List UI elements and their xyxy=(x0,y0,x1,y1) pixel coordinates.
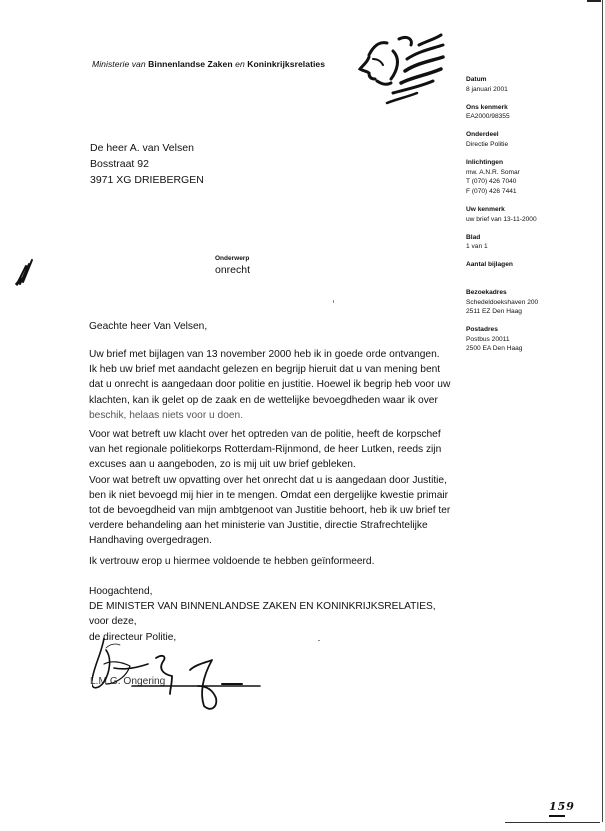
metadata-value: 8 januari 2001 xyxy=(466,85,508,93)
paragraph-line: beschik, helaas niets voor u doen. xyxy=(89,409,244,421)
scan-speck xyxy=(333,300,334,303)
closing-block xyxy=(89,584,469,645)
page-stamp-underline xyxy=(549,815,565,817)
metadata-attachments xyxy=(466,260,601,270)
subject-value: onrecht xyxy=(215,264,251,276)
metadata-value: 1 van 1 xyxy=(466,243,488,251)
metadata-visiting-address xyxy=(466,288,601,317)
ministry-name-part3: en xyxy=(235,59,245,69)
recipient-address xyxy=(90,140,204,188)
paragraph-informed: Ik vertrouw erop u hiermee voldoende te hebben geïnformeerd. xyxy=(89,556,375,567)
metadata-label: Ons kenmerk xyxy=(466,103,508,111)
salutation: Geachte heer Van Velsen, xyxy=(89,321,208,332)
paragraph-line: excuses aan u aangeboden, zo is mij uit uw brief gebleken. xyxy=(89,459,356,471)
lion-emblem-icon xyxy=(357,33,447,105)
metadata-phone: T (070) 426 7040 xyxy=(466,178,517,186)
metadata-page xyxy=(466,233,601,252)
scan-speck xyxy=(318,640,320,641)
subject-block xyxy=(215,254,250,277)
paragraph-line: dat u onrecht is aangedaan door politie en justitie. Hoewel ik begrip heb voor uw xyxy=(89,379,451,391)
metadata-department xyxy=(466,130,601,149)
metadata-value: uw brief van 13-11-2000 xyxy=(466,215,537,223)
metadata-label: Datum xyxy=(466,76,487,83)
paragraph-line: Voor wat betreft uw opvatting over het onrecht dat u is aangedaan door Justitie, xyxy=(89,474,447,486)
paragraph-line: van het regionale politiekorps Rotterdam-Rijnmond, de heer Lutken, reeds zijn xyxy=(89,444,442,456)
closing-line: Hoogachtend, xyxy=(89,586,153,597)
paragraph-received xyxy=(89,347,469,423)
paragraph-complaint xyxy=(89,427,469,549)
metadata-value: 2500 EA Den Haag xyxy=(466,345,523,353)
signer-name: L.M.G. Ongering xyxy=(90,676,166,687)
metadata-postal-address xyxy=(466,325,601,354)
metadata-value: mw. A.N.R. Somar xyxy=(466,168,520,176)
paragraph-line: Uw brief met bijlagen van 13 november 2000 heb ik in goede orde ontvangen. xyxy=(89,349,440,360)
paragraph-line: verdere behandeling aan het ministerie van Justitie, directie Strafrechtelijke xyxy=(89,520,428,532)
closing-line: voor deze, xyxy=(89,616,137,628)
metadata-value: 2511 EZ Den Haag xyxy=(466,308,522,316)
recipient-city: 3971 XG DRIEBERGEN xyxy=(90,174,204,186)
paragraph-line: Voor wat betreft uw klacht over het optreden van de politie, heeft de korpschef xyxy=(89,429,441,440)
letter-metadata-sidebar xyxy=(466,75,601,362)
recipient-name: De heer A. van Velsen xyxy=(90,142,194,154)
paragraph-line: ben ik niet bevoegd mij hier in te mengen. Omdat een dergelijke kwestie primair xyxy=(89,489,449,501)
ministry-name xyxy=(92,59,325,69)
recipient-street: Bosstraat 92 xyxy=(90,158,149,170)
scan-edge-right xyxy=(602,0,603,822)
metadata-value: Directie Politie xyxy=(466,140,509,148)
metadata-your-reference xyxy=(466,205,601,224)
metadata-label: Uw kenmerk xyxy=(466,205,505,213)
metadata-date xyxy=(466,75,601,94)
scan-edge-bottom xyxy=(505,822,600,823)
paragraph-line: Ik heb uw brief met aandacht gelezen en begrijp hieruit dat u van mening bent xyxy=(89,364,441,376)
paragraph-line: Handhaving overgedragen. xyxy=(89,535,212,547)
metadata-value: EA2000/98355 xyxy=(466,113,510,121)
metadata-our-reference xyxy=(466,103,601,122)
closing-line: DE MINISTER VAN BINNENLANDSE ZAKEN EN KONINKRIJKSRELATIES, xyxy=(89,601,436,613)
metadata-label: Inlichtingen xyxy=(466,159,503,167)
closing-line: de directeur Politie, xyxy=(89,631,177,643)
paragraph-line: tot de bevoegdheid van mijn ambtgenoot van Justitie behoort, heb ik uw brief ter xyxy=(89,505,451,517)
scan-edge-top xyxy=(587,0,601,2)
metadata-value: Schedeldoekshaven 200 xyxy=(466,298,539,306)
pen-mark-icon xyxy=(14,256,38,286)
ministry-name-part2: Binnenlandse Zaken xyxy=(148,59,233,69)
metadata-information xyxy=(466,158,601,196)
handwritten-signature-icon xyxy=(92,638,267,713)
ministry-name-part4: Koninkrijksrelaties xyxy=(247,59,326,69)
page-stamp-number: 159 xyxy=(549,800,575,813)
metadata-label: Bezoekadres xyxy=(466,288,507,296)
metadata-fax: F (070) 426 7441 xyxy=(466,187,517,195)
ministry-name-part1: Ministerie van xyxy=(92,59,146,69)
subject-label: Onderwerp xyxy=(215,255,250,262)
metadata-label: Postadres xyxy=(466,326,498,334)
metadata-label: Blad xyxy=(466,233,481,241)
metadata-label: Onderdeel xyxy=(466,131,499,139)
metadata-label: Aantal bijlagen xyxy=(466,261,513,269)
paragraph-line: klachten, kan ik gelet op de zaak en de wettelijke bevoegdheden waar ik over xyxy=(89,394,438,406)
metadata-value: Postbus 20011 xyxy=(466,335,510,343)
